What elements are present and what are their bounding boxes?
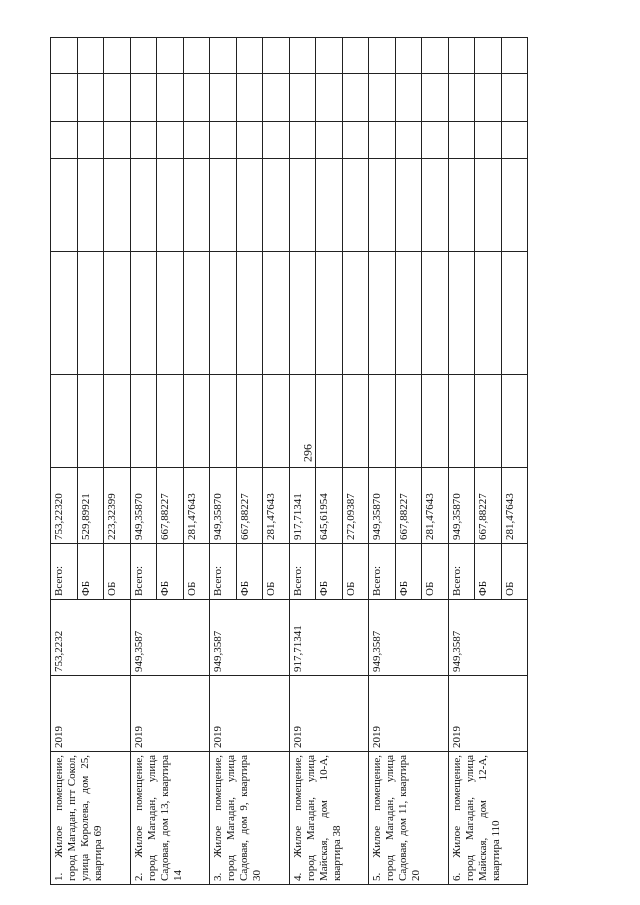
empty-cell — [210, 38, 237, 74]
empty-cell — [104, 159, 131, 252]
empty-cell — [236, 375, 263, 468]
empty-cell — [369, 74, 396, 122]
empty-cell — [236, 74, 263, 122]
funding-amount-cell: 272,09387 — [342, 468, 369, 544]
funding-source-cell: Всего: — [210, 544, 237, 600]
empty-cell — [316, 252, 343, 375]
empty-cell — [51, 252, 78, 375]
empty-cell — [422, 74, 449, 122]
funding-source-cell: ФБ — [157, 544, 184, 600]
table-row — [369, 38, 396, 885]
empty-cell — [289, 122, 316, 159]
funding-source-cell: ОБ — [263, 544, 290, 600]
table-row — [210, 38, 237, 885]
empty-cell — [77, 159, 104, 252]
year-cell: 2019 — [210, 676, 290, 752]
funding-amount-cell: 667,88227 — [475, 468, 502, 544]
empty-cell — [51, 375, 78, 468]
table-row — [448, 38, 475, 885]
empty-cell — [448, 74, 475, 122]
empty-cell — [130, 375, 157, 468]
table-row — [51, 38, 78, 885]
funding-amount-cell: 281,47643 — [183, 468, 210, 544]
funding-amount-cell: 281,47643 — [263, 468, 290, 544]
empty-cell — [448, 122, 475, 159]
year-cell: 2019 — [369, 676, 449, 752]
funding-amount-cell: 753,22320 — [51, 468, 78, 544]
empty-cell — [448, 252, 475, 375]
empty-cell — [395, 159, 422, 252]
empty-cell — [475, 74, 502, 122]
empty-cell — [157, 122, 184, 159]
empty-cell — [422, 375, 449, 468]
empty-cell — [210, 122, 237, 159]
year-cell: 2019 — [289, 676, 369, 752]
sum-cell: 949,3587 — [210, 600, 290, 676]
funding-amount-cell: 645,61954 — [316, 468, 343, 544]
empty-cell — [51, 159, 78, 252]
empty-cell — [183, 38, 210, 74]
empty-cell — [263, 159, 290, 252]
empty-cell — [342, 38, 369, 74]
empty-cell — [51, 38, 78, 74]
empty-cell — [501, 74, 528, 122]
object-description-cell: 3. Жилое помещение, город Магадан, улица Садовая, дом 9, квартира 30 — [210, 752, 290, 885]
funding-amount-cell: 667,88227 — [157, 468, 184, 544]
object-description-cell: 4. Жилое помещение, город Магадан, улица Майская, дом 10-А, квартира 38 — [289, 752, 369, 885]
empty-cell — [422, 159, 449, 252]
empty-cell — [183, 74, 210, 122]
funding-table — [50, 37, 528, 885]
empty-cell — [157, 38, 184, 74]
empty-cell — [316, 375, 343, 468]
empty-cell — [369, 38, 396, 74]
empty-cell — [236, 159, 263, 252]
funding-source-cell: Всего: — [289, 544, 316, 600]
empty-cell — [501, 122, 528, 159]
empty-cell — [130, 122, 157, 159]
empty-cell — [369, 159, 396, 252]
empty-cell — [289, 252, 316, 375]
sum-cell: 917,71341 — [289, 600, 369, 676]
empty-cell — [210, 74, 237, 122]
table-body — [51, 38, 528, 885]
sum-cell: 753,2232 — [51, 600, 131, 676]
empty-cell — [448, 375, 475, 468]
empty-cell — [342, 375, 369, 468]
empty-cell — [475, 375, 502, 468]
empty-cell — [263, 375, 290, 468]
empty-cell — [316, 38, 343, 74]
table-row — [289, 38, 316, 885]
empty-cell — [395, 252, 422, 375]
empty-cell — [157, 159, 184, 252]
funding-source-cell: Всего: — [130, 544, 157, 600]
empty-cell — [422, 252, 449, 375]
object-description-cell: 5. Жилое помещение, город Магадан, улица Садовая, дом 11, квартира 20 — [369, 752, 449, 885]
empty-cell — [475, 122, 502, 159]
empty-cell — [130, 159, 157, 252]
empty-cell — [210, 159, 237, 252]
funding-source-cell: Всего: — [448, 544, 475, 600]
empty-cell — [395, 38, 422, 74]
empty-cell — [289, 74, 316, 122]
empty-cell — [104, 252, 131, 375]
empty-cell — [395, 74, 422, 122]
sum-cell: 949,3587 — [130, 600, 210, 676]
empty-cell — [183, 252, 210, 375]
empty-cell — [289, 159, 316, 252]
sum-cell: 949,3587 — [369, 600, 449, 676]
funding-amount-cell: 667,88227 — [395, 468, 422, 544]
empty-cell — [475, 159, 502, 252]
empty-cell — [183, 122, 210, 159]
year-cell: 2019 — [448, 676, 528, 752]
empty-cell — [77, 252, 104, 375]
empty-cell — [501, 159, 528, 252]
year-cell: 2019 — [130, 676, 210, 752]
funding-amount-cell: 223,32399 — [104, 468, 131, 544]
empty-cell — [501, 252, 528, 375]
funding-amount-cell: 949,35870 — [210, 468, 237, 544]
empty-cell — [77, 122, 104, 159]
empty-cell — [157, 74, 184, 122]
empty-cell — [263, 74, 290, 122]
object-description-cell: 1. Жилое помещение, город Магадан, пгт Сокол, улица Королева, дом 25, квартира 69 — [51, 752, 131, 885]
year-cell: 2019 — [51, 676, 131, 752]
table-container — [50, 40, 527, 885]
empty-cell — [475, 38, 502, 74]
empty-cell — [104, 122, 131, 159]
object-description-cell: 6. Жилое помещение, город Магадан, улица Майская, дом 12-А, квартира 110 — [448, 752, 528, 885]
empty-cell — [104, 375, 131, 468]
empty-cell — [316, 159, 343, 252]
empty-cell — [236, 38, 263, 74]
empty-cell — [369, 375, 396, 468]
funding-source-cell: ОБ — [342, 544, 369, 600]
funding-source-cell: ФБ — [77, 544, 104, 600]
funding-source-cell: ОБ — [183, 544, 210, 600]
empty-cell — [157, 252, 184, 375]
empty-cell — [77, 375, 104, 468]
empty-cell — [210, 375, 237, 468]
empty-cell — [130, 252, 157, 375]
empty-cell — [104, 74, 131, 122]
empty-cell — [501, 38, 528, 74]
empty-cell — [316, 122, 343, 159]
empty-cell — [289, 38, 316, 74]
empty-cell — [210, 252, 237, 375]
empty-cell — [263, 252, 290, 375]
empty-cell — [77, 74, 104, 122]
empty-cell — [289, 375, 316, 468]
empty-cell — [77, 38, 104, 74]
funding-source-cell: ФБ — [475, 544, 502, 600]
funding-source-cell: ФБ — [395, 544, 422, 600]
empty-cell — [342, 122, 369, 159]
empty-cell — [51, 122, 78, 159]
funding-amount-cell: 949,35870 — [448, 468, 475, 544]
empty-cell — [369, 122, 396, 159]
empty-cell — [501, 375, 528, 468]
empty-cell — [448, 159, 475, 252]
funding-amount-cell: 949,35870 — [130, 468, 157, 544]
funding-amount-cell: 281,47643 — [501, 468, 528, 544]
funding-source-cell: Всего: — [51, 544, 78, 600]
empty-cell — [183, 159, 210, 252]
funding-source-cell: Всего: — [369, 544, 396, 600]
empty-cell — [263, 38, 290, 74]
empty-cell — [236, 122, 263, 159]
empty-cell — [448, 38, 475, 74]
funding-source-cell: ФБ — [236, 544, 263, 600]
table-row — [130, 38, 157, 885]
empty-cell — [157, 375, 184, 468]
empty-cell — [104, 38, 131, 74]
object-description-cell: 2. Жилое помещение, город Магадан, улица Садовая, дом 13, квартира 14 — [130, 752, 210, 885]
sum-cell: 949,3587 — [448, 600, 528, 676]
empty-cell — [130, 74, 157, 122]
funding-amount-cell: 281,47643 — [422, 468, 449, 544]
funding-amount-cell: 917,71341 — [289, 468, 316, 544]
page-number-text: 296 — [300, 444, 315, 462]
funding-source-cell: ФБ — [316, 544, 343, 600]
empty-cell — [369, 252, 396, 375]
empty-cell — [422, 122, 449, 159]
empty-cell — [395, 122, 422, 159]
empty-cell — [51, 74, 78, 122]
empty-cell — [342, 74, 369, 122]
funding-source-cell: ОБ — [422, 544, 449, 600]
funding-amount-cell: 949,35870 — [369, 468, 396, 544]
empty-cell — [263, 122, 290, 159]
empty-cell — [422, 38, 449, 74]
empty-cell — [316, 74, 343, 122]
funding-amount-cell: 529,89921 — [77, 468, 104, 544]
funding-amount-cell: 667,88227 — [236, 468, 263, 544]
empty-cell — [236, 252, 263, 375]
empty-cell — [342, 252, 369, 375]
empty-cell — [395, 375, 422, 468]
empty-cell — [342, 159, 369, 252]
empty-cell — [130, 38, 157, 74]
empty-cell — [183, 375, 210, 468]
funding-source-cell: ОБ — [501, 544, 528, 600]
empty-cell — [475, 252, 502, 375]
funding-source-cell: ОБ — [104, 544, 131, 600]
